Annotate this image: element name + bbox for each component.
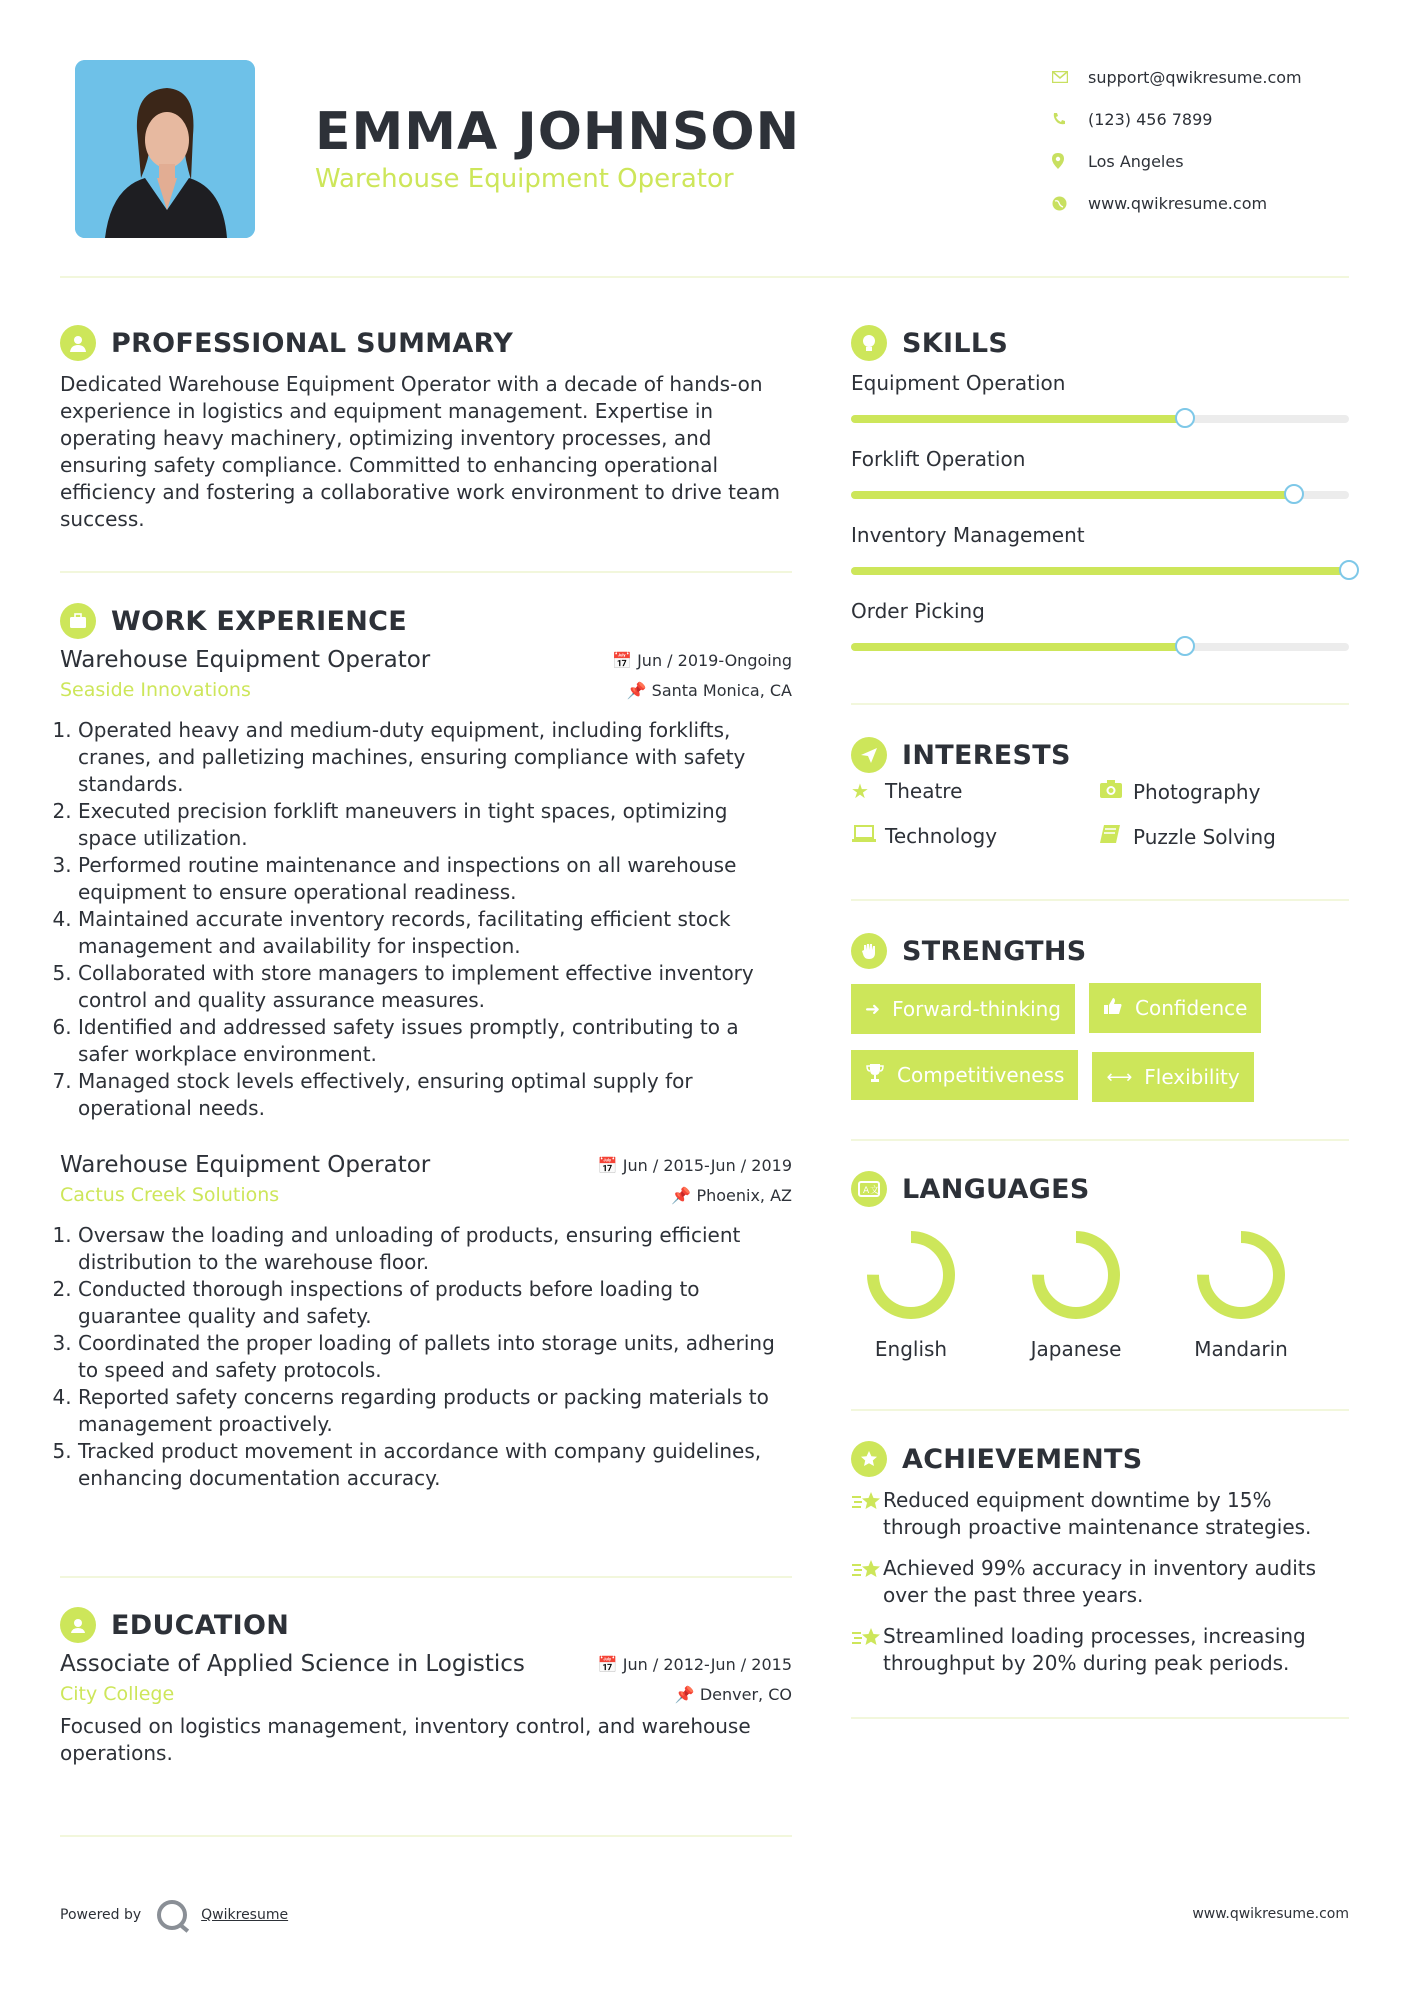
experience-section [60, 601, 792, 1492]
interests-divider [851, 899, 1349, 901]
skill-bar-fill [851, 567, 1349, 575]
strength-label: Flexibility [1144, 1065, 1240, 1089]
summary-title: PROFESSIONAL SUMMARY [111, 327, 514, 359]
contact-website[interactable] [1052, 182, 1372, 224]
arrow-right-icon: ➜ [865, 998, 881, 1020]
contact-location [1052, 140, 1372, 182]
skill-bar-fill [851, 415, 1185, 423]
job-date [612, 651, 792, 670]
education-text: Focused on logistics management, inventory control, and warehouse operations. [60, 1714, 751, 1765]
calendar-icon: 📅 [612, 650, 632, 670]
job-location [627, 681, 792, 700]
language-name: Mandarin [1194, 1337, 1288, 1361]
strength-label: Competitiveness [897, 1063, 1065, 1087]
achievement-text: Streamlined loading processes, increasing throughput by 20% during peak periods. [883, 1624, 1306, 1675]
contact-phone-text: (123) 456 7899 [1088, 109, 1213, 129]
languages-section [851, 1169, 1349, 1379]
list-item: 4. Reported safety concerns regarding products or packing materials to management proactively. [78, 1384, 792, 1438]
interest-photography [1099, 779, 1260, 804]
skills-section [851, 323, 1349, 675]
interests-title: INTERESTS [902, 739, 1071, 771]
book-icon [1099, 824, 1133, 849]
skill-name: Order Picking [851, 599, 985, 623]
education-section [60, 1605, 792, 1767]
svg-text:A: A [863, 1186, 870, 1196]
map-pin-icon [1052, 153, 1088, 169]
education-location-text: Denver, CO [699, 1684, 792, 1704]
paper-plane-icon [851, 737, 887, 773]
shooting-star-icon [851, 1487, 883, 1521]
job-company: Seaside Innovations [60, 679, 251, 701]
education-location [675, 1685, 792, 1704]
achievement-text: Achieved 99% accuracy in inventory audits over the past three years. [883, 1556, 1317, 1607]
achievement-item [851, 1487, 1349, 1541]
skill-item [851, 447, 1349, 523]
contact-email[interactable] [1052, 56, 1372, 98]
list-item: 1. Operated heavy and medium-duty equipment, including forklifts, cranes, and palletizing machines, ensuring compliance with safety standards. [78, 717, 792, 798]
list-item: 5. Tracked product movement in accordance with company guidelines, enhancing documentation accuracy. [78, 1438, 792, 1492]
interest-label: Theatre [885, 779, 963, 803]
skills-list [851, 371, 1349, 675]
arrows-horizontal-icon: ⟷ [1106, 1066, 1133, 1088]
strength-chip [1092, 1052, 1253, 1102]
skill-bar [851, 415, 1349, 423]
list-item: 1. Oversaw the loading and unloading of products, ensuring efficient distribution to the warehouse floor. [78, 1222, 792, 1276]
skill-bar [851, 643, 1349, 651]
lightbulb-icon [851, 325, 887, 361]
languages-title: LANGUAGES [902, 1173, 1090, 1205]
profile-photo [75, 60, 255, 238]
envelope-icon [1052, 71, 1088, 83]
graduation-icon [60, 1607, 96, 1643]
laptop-icon [851, 824, 885, 848]
language-icon [851, 1171, 887, 1207]
language-ring-arc [873, 1237, 949, 1313]
job-date-text: Jun / 2015-Jun / 2019 [622, 1155, 792, 1175]
language-ring [1193, 1227, 1289, 1323]
strengths-title: STRENGTHS [902, 935, 1087, 967]
skill-bar-knob [1284, 484, 1304, 504]
job-title: Warehouse Equipment Operator [60, 647, 431, 673]
list-item: 4. Maintained accurate inventory records, facilitating efficient stock management and availability for inspection. [78, 906, 792, 960]
strength-chip [851, 984, 1075, 1034]
education-date [598, 1655, 792, 1674]
strengths-list [851, 983, 1349, 1118]
pin-icon: 📌 [626, 680, 647, 700]
achievements-list [851, 1487, 1349, 1677]
contact-email-text: support@qwikresume.com [1088, 67, 1302, 87]
camera-icon [1099, 779, 1133, 804]
strengths-divider [851, 1139, 1349, 1141]
list-item: 2. Conducted thorough inspections of products before loading to guarantee quality and safety. [78, 1276, 792, 1330]
contact-list [1052, 56, 1372, 224]
skill-item [851, 371, 1349, 447]
globe-icon [1052, 196, 1088, 211]
job-company: Cactus Creek Solutions [60, 1184, 280, 1206]
skill-bar-knob [1175, 408, 1195, 428]
skill-name: Inventory Management [851, 523, 1085, 547]
summary-section [60, 323, 792, 533]
skill-bar [851, 491, 1349, 499]
list-item: 7. Managed stock levels effectively, ensuring optimal supply for operational needs. [78, 1068, 792, 1122]
hand-icon [851, 933, 887, 969]
contact-website-text: www.qwikresume.com [1088, 193, 1268, 213]
footer-url[interactable]: www.qwikresume.com [1192, 1906, 1349, 1922]
education-title: EDUCATION [111, 1609, 290, 1641]
achievement-item [851, 1555, 1349, 1609]
thumbs-up-icon [1103, 997, 1123, 1020]
star-icon: ★ [851, 779, 869, 803]
pin-icon: 📌 [671, 1185, 692, 1205]
job-location-text: Santa Monica, CA [651, 680, 792, 700]
candidate-role: Warehouse Equipment Operator [315, 164, 734, 194]
job-duties [60, 1222, 792, 1492]
languages-divider [851, 1409, 1349, 1411]
language-item [1171, 1227, 1311, 1361]
interest-label: Photography [1133, 779, 1261, 804]
user-icon [60, 325, 96, 361]
education-divider [60, 1835, 792, 1837]
strength-chip [851, 1050, 1078, 1100]
language-item [1006, 1227, 1146, 1361]
degree-title: Associate of Applied Science in Logistics [60, 1651, 525, 1677]
job-location-text: Phoenix, AZ [696, 1185, 792, 1205]
achievement-text: Reduced equipment downtime by 15% through proactive maintenance strategies. [883, 1488, 1312, 1539]
job-entry [60, 1152, 792, 1492]
achievements-title: ACHIEVEMENTS [902, 1443, 1143, 1475]
list-item: 3. Coordinated the proper loading of pallets into storage units, adhering to speed and safety protocols. [78, 1330, 792, 1384]
language-name: English [874, 1337, 948, 1361]
job-date-text: Jun / 2019-Ongoing [637, 650, 792, 670]
list-item: 5. Collaborated with store managers to implement effective inventory control and quality assurance measures. [78, 960, 792, 1014]
shooting-star-icon [851, 1555, 883, 1589]
achievements-section [851, 1439, 1349, 1691]
job-location [671, 1186, 792, 1205]
pin-icon: 📌 [674, 1684, 695, 1704]
job-title: Warehouse Equipment Operator [60, 1152, 431, 1178]
skill-bar-knob [1175, 636, 1195, 656]
education-date-text: Jun / 2012-Jun / 2015 [622, 1654, 792, 1674]
language-ring [863, 1227, 959, 1323]
summary-divider [60, 571, 792, 573]
interest-label: Puzzle Solving [1133, 824, 1276, 849]
school-name: City College [60, 1683, 175, 1705]
interest-puzzle [1099, 824, 1276, 849]
summary-text: Dedicated Warehouse Equipment Operator with a decade of hands-on experience in logistics and equipment management. Expertise in operating heavy machinery, optimizing inventory processes, and ensuring safety compliance. Committed to enhancing operational efficiency and fostering a collaborative work environment to drive team success. [60, 372, 780, 531]
skill-bar-fill [851, 643, 1185, 651]
skill-bar-fill [851, 491, 1294, 499]
header-divider [60, 276, 1349, 278]
shooting-star-icon [851, 1623, 883, 1657]
briefcase-icon [60, 603, 96, 639]
interest-theatre [851, 779, 962, 803]
skill-bar-knob [1339, 560, 1359, 580]
qwikresume-logo-icon [157, 1900, 187, 1930]
experience-title: WORK EXPERIENCE [111, 605, 407, 637]
strength-label: Forward-thinking [892, 997, 1061, 1021]
list-item: 3. Performed routine maintenance and inspections on all warehouse equipment to ensure operational readiness. [78, 852, 792, 906]
svg-text:文: 文 [870, 1186, 880, 1196]
language-ring-arc [1203, 1237, 1279, 1313]
footer-powered-by [60, 1900, 288, 1930]
trophy-icon [865, 1063, 885, 1088]
job-entry [60, 647, 792, 1122]
phone-icon [1052, 112, 1088, 126]
list-item: 2. Executed precision forklift maneuvers in tight spaces, optimizing space utilization. [78, 798, 792, 852]
calendar-icon: 📅 [597, 1654, 618, 1674]
candidate-name: EMMA JOHNSON [315, 102, 801, 162]
skill-bar [851, 567, 1349, 575]
skills-title: SKILLS [902, 327, 1009, 359]
strength-chip [1089, 983, 1261, 1033]
job-date [598, 1156, 792, 1175]
experience-divider [60, 1576, 792, 1578]
job-duties [60, 717, 792, 1122]
contact-location-text: Los Angeles [1088, 151, 1184, 171]
achievements-divider [851, 1717, 1349, 1719]
badge-star-icon [851, 1441, 887, 1477]
skill-name: Equipment Operation [851, 371, 1066, 395]
calendar-icon: 📅 [597, 1155, 618, 1175]
interests-section [851, 735, 1349, 869]
language-name: Japanese [1030, 1337, 1122, 1361]
interest-technology [851, 824, 997, 848]
strengths-section [851, 931, 1349, 1118]
skills-divider [851, 703, 1349, 705]
skill-name: Forklift Operation [851, 447, 1026, 471]
skill-item [851, 599, 1349, 675]
contact-phone[interactable] [1052, 98, 1372, 140]
skill-item [851, 523, 1349, 599]
language-item [841, 1227, 981, 1361]
powered-by-text: Powered by [60, 1907, 142, 1923]
list-item: 6. Identified and addressed safety issues promptly, contributing to a safer workplace environment. [78, 1014, 792, 1068]
language-ring [1028, 1227, 1124, 1323]
strength-label: Confidence [1135, 996, 1248, 1020]
brand-link[interactable]: Qwikresume [201, 1907, 289, 1923]
language-ring-arc [1038, 1237, 1114, 1313]
achievement-item [851, 1623, 1349, 1677]
interest-label: Technology [885, 824, 998, 848]
